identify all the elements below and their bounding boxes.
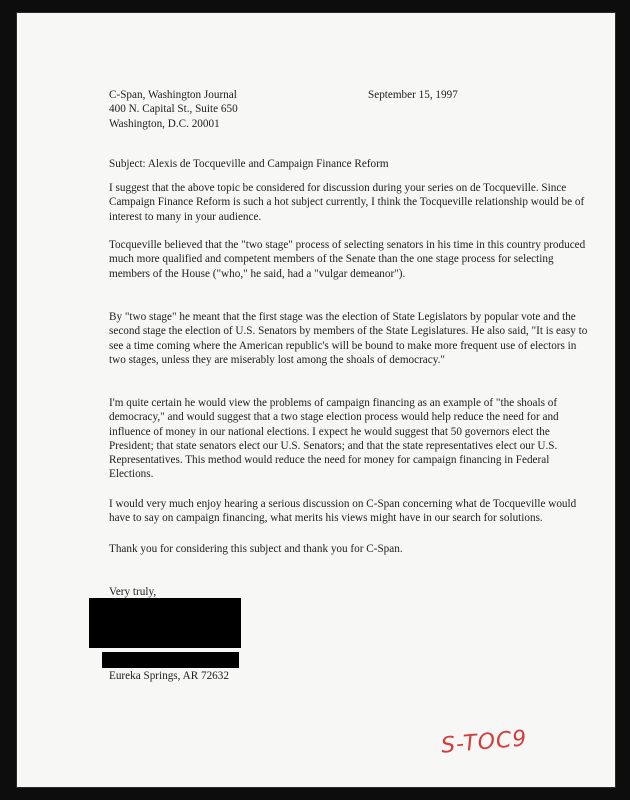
closing-salutation: Very truly,: [109, 586, 157, 598]
body-paragraph: I would very much enjoy hearing a serious discussion on C-Span concerning what de Tocqueville would have to say on campaign financing, what merits his views might have in our search for solutions.: [109, 498, 577, 525]
body-paragraph: By "two stage" he meant that the first stage was the election of State Legislators by popular vote and the second stage the election of U.S. Senators by members of the State Legislatures. He also said, "It is easy to see a time coming where the American republic's will be bound to make more frequent use of electors in two stages, unless they are miserably lost among the shoals of democracy.": [109, 311, 588, 366]
letter-subject: Subject: Alexis de Tocqueville and Campaign Finance Reform: [109, 158, 389, 170]
sender-address-block: [109, 88, 279, 131]
body-paragraph: I'm quite certain he would view the problems of campaign financing as an example of "the shoals of democracy," and would suggest that a two stage election process would help reduce the need for and influence of money in our national elections. I expect he would suggest that 50 governors elect the President; that state senators elect our U.S. Senators; and that the state representatives elect our U.S. Representatives. This method would reduce the need for money for campaign financing in Federal Elections.: [109, 397, 559, 481]
body-paragraph: I suggest that the above topic be considered for discussion during your series on de Tocqueville. Since Campaign Finance Reform is such a hot subject currently, I think the Tocqueville relationship would be of interest to many in your audience.: [109, 182, 585, 223]
body-paragraph: Tocqueville believed that the "two stage" process of selecting senators in his time in this country produced much more qualified and competent members of the Senate than the one stage process for selecting members of the House ("who," he said, had a "vulgar demeanor").: [109, 239, 586, 280]
redaction-name: [102, 652, 239, 668]
redaction-signature: [89, 598, 241, 648]
letter-date: September 15, 1997: [368, 89, 458, 101]
sender-line: Washington, D.C. 20001: [109, 117, 220, 130]
sender-line: 400 N. Capital St., Suite 650: [109, 103, 238, 116]
sender-city-line: Eureka Springs, AR 72632: [109, 670, 229, 682]
letter-page: [16, 12, 616, 788]
sender-line: C-Span, Washington Journal: [109, 89, 237, 101]
body-paragraph: Thank you for considering this subject and thank you for C-Span.: [109, 543, 403, 555]
handwritten-archive-mark: S-TOC9: [440, 726, 529, 759]
